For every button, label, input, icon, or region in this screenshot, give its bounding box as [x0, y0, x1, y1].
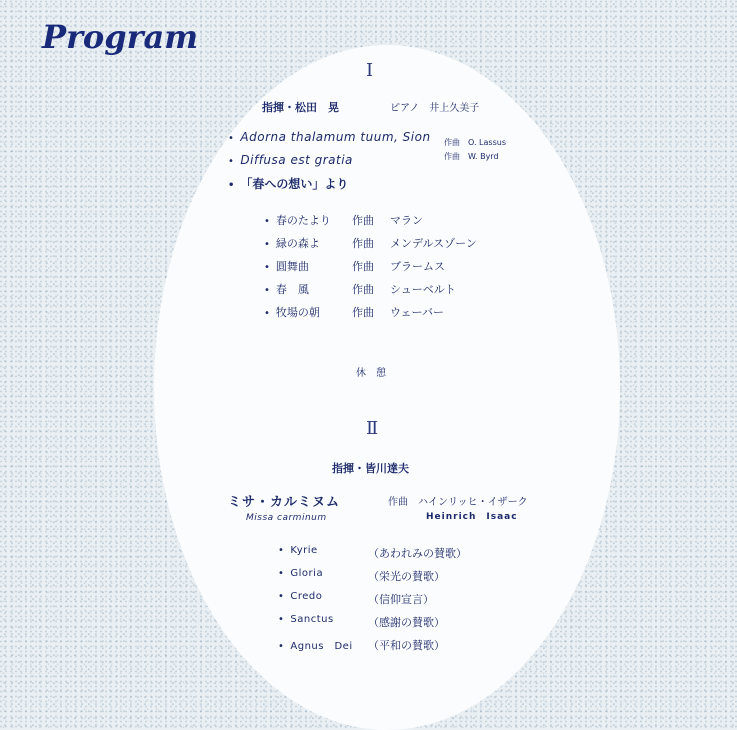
composer-label: 作曲 — [388, 497, 408, 508]
movement-agnus-dei-jp: （平和の賛歌） — [368, 639, 445, 652]
part1-numeral: Ⅰ — [366, 60, 374, 81]
intermission: 休 憩 — [356, 368, 386, 379]
movement-name: Credo — [290, 591, 323, 602]
bullet-icon: • — [278, 568, 285, 579]
bullet-icon: • — [278, 614, 285, 625]
part1-conductor: 指揮・松田 晃 — [262, 101, 339, 114]
missa-title: ミサ・カルミヌム — [228, 495, 341, 510]
song-title: 緑の森よ — [275, 237, 320, 250]
song-title: 圓舞曲 — [275, 260, 309, 273]
missa-subtitle: Missa carminum — [246, 513, 327, 523]
work-2-title: Diffusa est gratia — [240, 153, 353, 167]
song-5 — [264, 304, 320, 320]
song-1-label: 作曲 — [352, 214, 374, 227]
song-3-label: 作曲 — [352, 260, 374, 273]
movement-sanctus — [278, 614, 334, 625]
song-1 — [264, 212, 331, 228]
composer-label: 作曲 — [444, 152, 460, 161]
movement-name: Sanctus — [290, 614, 334, 625]
song-title: 牧場の朝 — [275, 306, 320, 319]
bullet-icon: • — [228, 156, 235, 167]
bullet-icon: • — [228, 133, 235, 144]
work-1 — [228, 130, 431, 144]
composer-name: W. Byrd — [468, 152, 499, 161]
movement-kyrie-jp: （あわれみの賛歌） — [368, 547, 467, 560]
missa-composer — [388, 493, 528, 508]
song-4-composer: シューベルト — [390, 283, 456, 296]
bullet-icon: • — [264, 308, 270, 319]
work-2 — [228, 153, 353, 167]
movement-credo-jp: （信仰宣言） — [368, 593, 434, 606]
work-1-composer — [444, 137, 506, 148]
movement-name: Gloria — [290, 568, 324, 579]
part1-pianist: ピアノ 井上久美子 — [390, 103, 480, 114]
movement-gloria — [278, 568, 323, 579]
song-title: 春 風 — [275, 283, 309, 296]
song-2 — [264, 235, 320, 251]
composer-name-jp: ハインリッヒ・イザーク — [418, 497, 528, 508]
missa-composer-en: Heinrich Isaac — [426, 512, 518, 522]
song-4-label: 作曲 — [352, 283, 374, 296]
part2-numeral: Ⅱ — [366, 418, 379, 439]
bullet-icon: • — [264, 216, 270, 227]
movement-name: Kyrie — [290, 545, 318, 556]
work-3 — [228, 175, 348, 192]
work-2-composer — [444, 151, 499, 162]
movement-name: Agnus Dei — [290, 641, 353, 652]
composer-label: 作曲 — [444, 138, 460, 147]
work-3-title: 「春への想い」より — [240, 177, 349, 191]
movement-credo — [278, 591, 322, 602]
part2-conductor: 指揮・皆川達夫 — [332, 462, 409, 475]
song-1-composer: マラン — [390, 214, 423, 227]
song-3 — [264, 258, 309, 274]
bullet-icon: • — [228, 180, 235, 191]
bullet-icon: • — [264, 239, 270, 250]
song-2-composer: メンデルスゾーン — [390, 237, 477, 250]
page-title: Program — [42, 18, 199, 56]
song-title: 春のたより — [275, 214, 331, 227]
movement-sanctus-jp: （感謝の賛歌） — [368, 616, 445, 629]
song-5-composer: ウェーバー — [390, 306, 445, 319]
composer-name: O. Lassus — [468, 138, 506, 147]
bullet-icon: • — [278, 591, 285, 602]
bullet-icon: • — [278, 545, 285, 556]
movement-gloria-jp: （栄光の賛歌） — [368, 570, 445, 583]
bullet-icon: • — [278, 641, 285, 652]
song-4 — [264, 281, 309, 297]
work-1-title: Adorna thalamum tuum, Sion — [240, 130, 431, 144]
song-3-composer: ブラームス — [390, 260, 445, 273]
song-2-label: 作曲 — [352, 237, 374, 250]
bullet-icon: • — [264, 262, 270, 273]
bullet-icon: • — [264, 285, 270, 296]
song-5-label: 作曲 — [352, 306, 374, 319]
movement-kyrie — [278, 545, 318, 556]
movement-agnus-dei — [278, 637, 353, 652]
